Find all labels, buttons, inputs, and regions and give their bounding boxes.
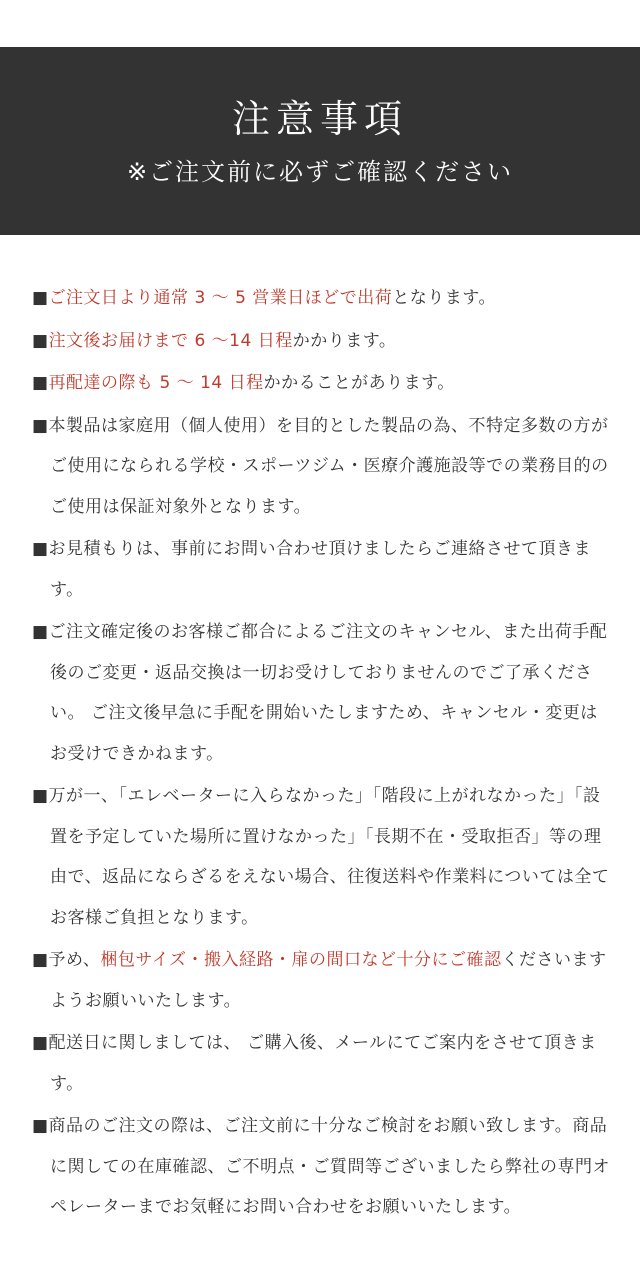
note-item [32,1106,612,1228]
note-text: ■ [32,330,49,351]
note-text: ■本製品は家庭用（個人使用）を目的とした製品の為、不特定多数の方がご使用になられる学校・スポーツジム・医療介護施設等での業務目的のご使用は保証対象外となります。 [32,415,609,517]
note-text: かかります。 [292,330,397,351]
note-item [32,529,612,610]
note-text: ■配送日に関しましては、 ご購入後、メールにてご案内をさせて頂きます。 [32,1033,597,1094]
note-text: ■ [32,373,49,393]
note-item [32,321,612,362]
note-item [32,940,612,1021]
note-highlight: 再配達の際も 5 〜 14 日程 [48,373,264,393]
note-text: くださいますようお願いいたします。 [50,950,607,1011]
note-highlight: 梱包サイズ・搬入経路・扉の間口など十分にご確認 [100,950,502,970]
note-text: ■万が一、「エレベーターに入らなかった」「階段に上がれなかった」「設置を予定していた場所に置けなかった」「長期不在・受取拒否」等の理由で、返品にならざるをえない場合、往復送料や作業料については全てお客様ご負担となります。 [32,786,610,928]
note-text: ■ [32,288,49,308]
note-item [32,1023,612,1104]
note-item [32,406,612,528]
note-text: ■お見積もりは、事前にお問い合わせ頂けましたらご連絡させて頂きます。 [32,539,592,600]
note-highlight: 注文後お届けまで 6 〜14 日程 [48,330,293,351]
note-item [32,776,612,938]
note-item [32,612,612,774]
note-item [32,278,612,319]
page-subtitle: ※ご注文前に必ずご確認ください [126,158,514,186]
page-title: 注意事項 [231,97,408,141]
note-item [32,363,612,404]
notice-header [0,47,640,235]
note-highlight: ご注文日より通常 3 〜 5 営業日ほどで出荷 [48,288,393,308]
note-text: かかることがあります。 [263,373,455,393]
note-text: ■予め、 [32,950,101,970]
note-text: ■ご注文確定後のお客様ご都合によるご注文のキャンセル、また出荷手配後のご変更・返品交換は一切お受けしておりませんのでご了承ください。 ご注文後早急に手配を開始いたしますため、キャンセル・変更はお受けできかねます。 [32,622,608,764]
note-text: ■商品のご注文の際は、ご注文前に十分なご検討をお願い致します。商品に関しての在庫確認、ご不明点・ご質問等ございましたら弊社の専門オペレーターまでお気軽にお問い合わせをお願いいたします。 [32,1116,610,1217]
notes-list [32,278,612,1230]
note-text: となります。 [392,288,496,308]
